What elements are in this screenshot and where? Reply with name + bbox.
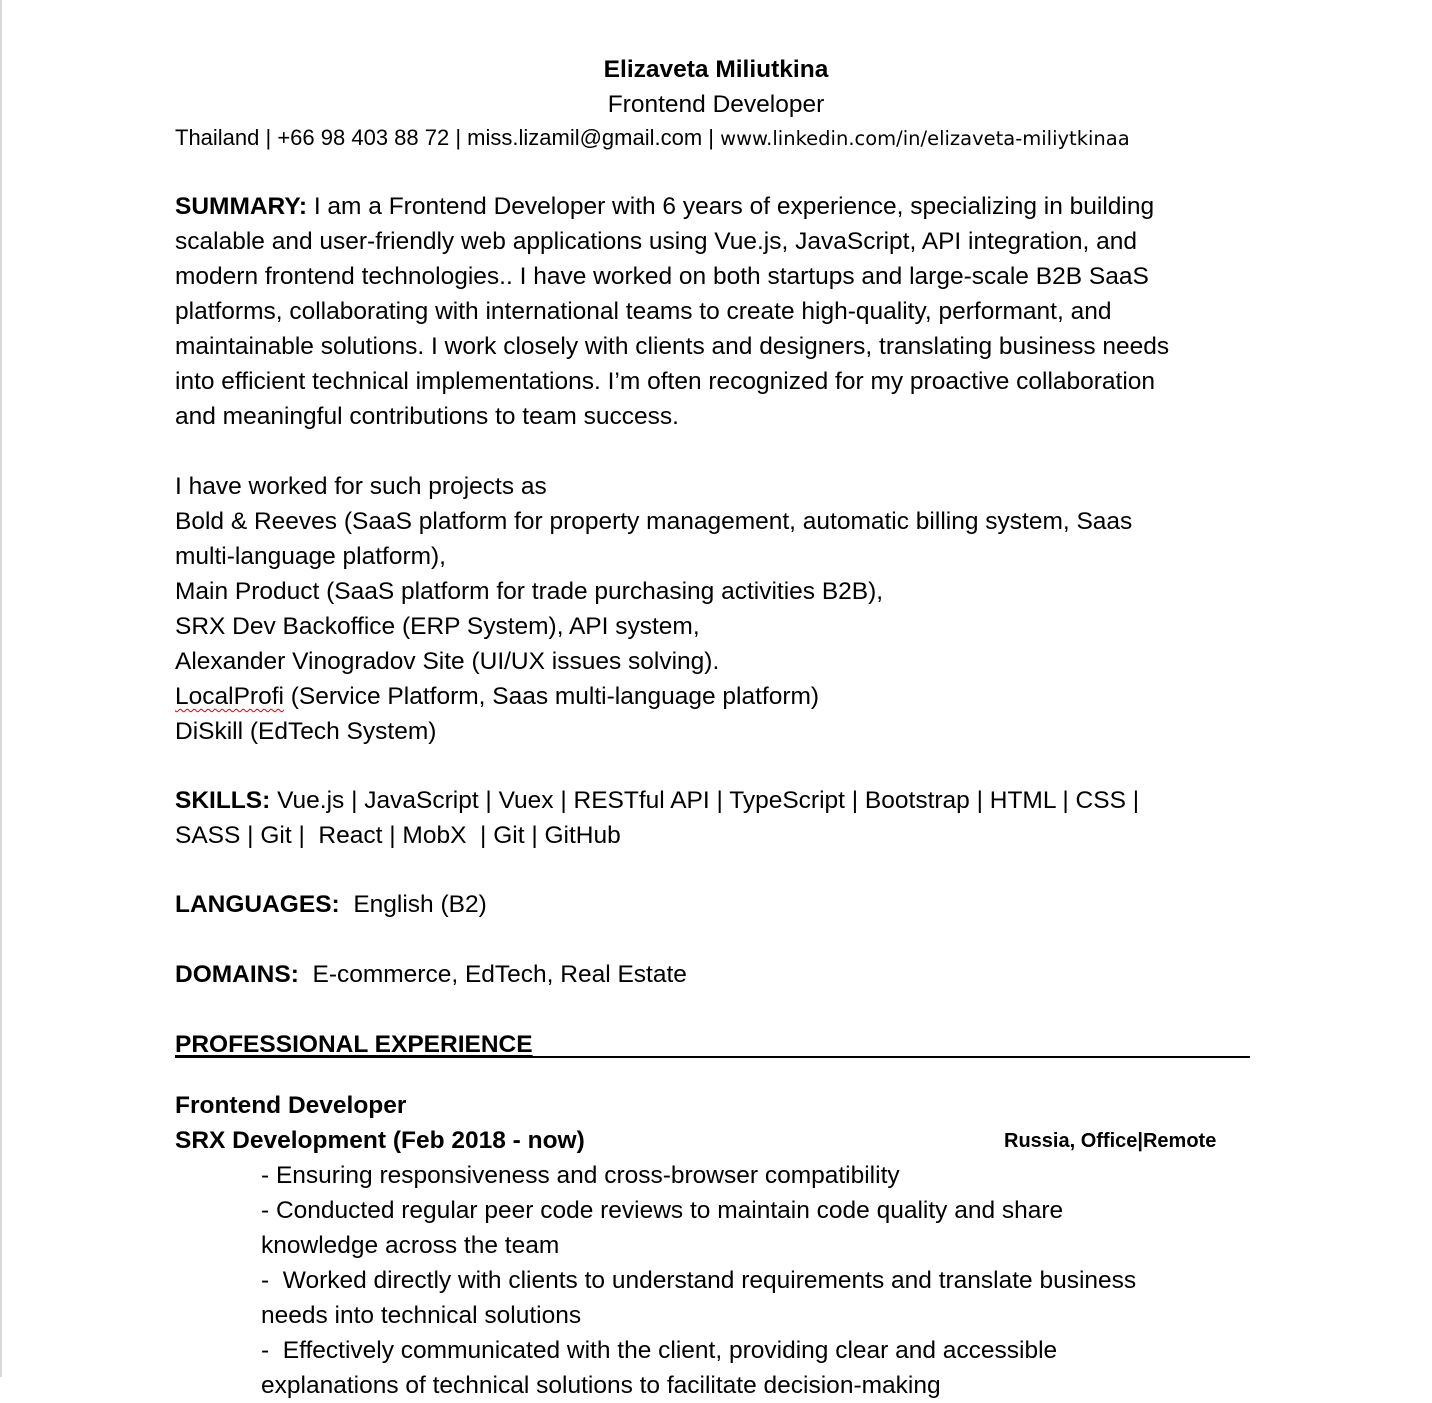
spellcheck-flagged-word[interactable]: LocalProfi xyxy=(175,683,284,710)
domains-section xyxy=(175,957,1250,992)
experience-heading: PROFESSIONAL EXPERIENCE xyxy=(175,1027,1250,1058)
languages-label: LANGUAGES: xyxy=(175,891,340,918)
job-location: Russia, Office|Remote xyxy=(1004,1130,1217,1152)
candidate-name: Elizaveta Miliutkina xyxy=(603,56,829,83)
project-line: DiSkill (EdTech System) xyxy=(175,718,437,745)
summary-line: maintainable solutions. I work closely with clients and designers, translating business needs xyxy=(175,333,1170,360)
summary-line: scalable and user-friendly web applications using Vue.js, JavaScript, API integration, and xyxy=(175,228,1137,255)
domains-value: E-commerce, EdTech, Real Estate xyxy=(298,961,687,988)
candidate-role: Frontend Developer xyxy=(607,91,825,118)
summary-line: into efficient technical implementations. I’m often recognized for my proactive collaboration xyxy=(175,368,1156,395)
bullet-line: - Effectively communicated with the client, providing clear and accessible xyxy=(261,1337,1058,1364)
languages-value: English (B2) xyxy=(339,891,487,918)
bullet-line: - Ensuring responsiveness and cross-browser compatibility xyxy=(261,1162,900,1189)
projects-section xyxy=(175,469,1250,749)
page-left-edge xyxy=(0,0,2,1377)
bullet-line: explanations of technical solutions to facilitate decision-making xyxy=(261,1372,941,1399)
summary-line: I am a Frontend Developer with 6 years of experience, specializing in building xyxy=(307,193,1155,220)
skills-label: SKILLS: xyxy=(175,787,271,814)
summary-section xyxy=(175,189,1250,434)
skills-section xyxy=(175,783,1250,853)
contact-details: Thailand | +66 98 403 88 72 | miss.lizamil@gmail.com | xyxy=(175,125,721,150)
skills-list: Vue.js | JavaScript | Vuex | RESTful API | TypeScript | Bootstrap | HTML | CSS | xyxy=(270,787,1140,814)
contact-line xyxy=(175,121,1275,156)
bullet-line: knowledge across the team xyxy=(261,1232,560,1259)
summary-line: modern frontend technologies.. I have worked on both startups and large-scale B2B SaaS xyxy=(175,263,1149,290)
summary-line: platforms, collaborating with international teams to create high-quality, performant, and xyxy=(175,298,1112,325)
languages-section xyxy=(175,887,1250,922)
skills-list: SASS | Git | React | MobX | Git | GitHub xyxy=(175,822,621,849)
bullet-line: - Worked directly with clients to understand requirements and translate business xyxy=(261,1267,1137,1294)
job-title: Frontend Developer xyxy=(175,1092,407,1119)
domains-label: DOMAINS: xyxy=(175,961,299,988)
project-line: Main Product (SaaS platform for trade purchasing activities B2B), xyxy=(175,578,884,605)
bullet-line: needs into technical solutions xyxy=(261,1302,582,1329)
summary-label: SUMMARY: xyxy=(175,193,308,220)
company-and-dates: SRX Development (Feb 2018 - now) xyxy=(175,1127,585,1154)
job-bullets xyxy=(261,1158,1241,1403)
projects-intro: I have worked for such projects as xyxy=(175,473,547,500)
project-line: SRX Dev Backoffice (ERP System), API system, xyxy=(175,613,700,640)
linkedin-link[interactable]: www.linkedin.com/in/elizaveta-miliytkinaa xyxy=(720,127,1130,150)
project-line: Bold & Reeves (SaaS platform for property management, automatic billing system, Saas xyxy=(175,508,1133,535)
project-line-localprofi: LocalProfi (Service Platform, Saas multi-language platform) xyxy=(175,683,820,710)
summary-line: and meaningful contributions to team success. xyxy=(175,403,679,430)
project-line: Alexander Vinogradov Site (UI/UX issues solving). xyxy=(175,648,720,675)
project-line: multi-language platform), xyxy=(175,543,446,570)
bullet-line: - Conducted regular peer code reviews to maintain code quality and share xyxy=(261,1197,1064,1224)
